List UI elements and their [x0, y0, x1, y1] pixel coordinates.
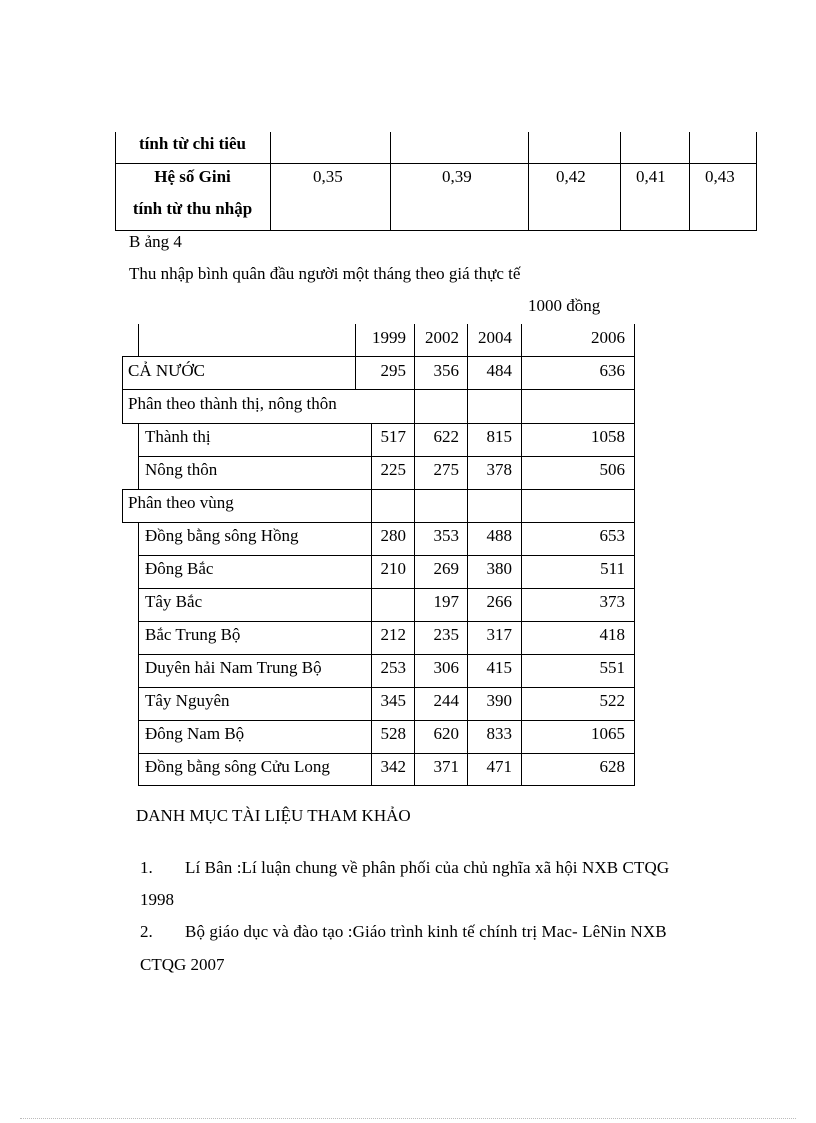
table-label: B ảng 4	[129, 232, 182, 251]
cell-1999: 342	[380, 757, 406, 776]
cell-2006: 628	[599, 757, 625, 776]
gini-row1-label: tính từ chi tiêu	[138, 134, 246, 153]
gini-row2-label-line1: Hệ số Gini	[154, 167, 231, 186]
cell-2002: 244	[433, 691, 459, 710]
year-header-2002: 2002	[425, 328, 459, 347]
cell-2006: 373	[599, 592, 625, 611]
cell-2006: 653	[599, 526, 625, 545]
year-header-2004: 2004	[478, 328, 512, 347]
cell-2006: 511	[600, 559, 625, 578]
row-label: Thành thị	[145, 427, 211, 446]
reference-number: 2.	[140, 922, 153, 941]
row-label: Tây Bắc	[145, 592, 203, 611]
gini-value-3: 0,42	[556, 167, 586, 186]
references-heading: DANH MỤC TÀI LIỆU THAM KHẢO	[136, 806, 411, 825]
gini-value-1: 0,35	[313, 167, 343, 186]
reference-text-line1: Bộ giáo dục và đào tạo :Giáo trình kinh tế chính trị Mac- LêNin NXB	[185, 922, 667, 941]
row-label: Duyên hải Nam Trung Bộ	[145, 658, 322, 677]
row-label: Tây Nguyên	[145, 691, 230, 710]
reference-text-line2: CTQG 2007	[140, 955, 225, 974]
cell-1999: 517	[380, 427, 406, 446]
row-label: Đồng bằng sông Cửu Long	[145, 757, 330, 776]
table-unit: 1000 đồng	[528, 296, 601, 315]
cell-2002: 306	[433, 658, 459, 677]
page-bottom-rule	[20, 1118, 796, 1119]
row-label: Đông Bắc	[145, 559, 214, 578]
year-header-2006: 2006	[591, 328, 625, 347]
cell-1999: 210	[380, 559, 406, 578]
reference-text-line1: Lí Bân :Lí luận chung về phân phối của chủ nghĩa xã hội NXB CTQG	[185, 858, 670, 877]
cell-2002: 353	[433, 526, 459, 545]
cell-2006: 636	[599, 361, 625, 380]
gini-value-4: 0,41	[636, 167, 666, 186]
row-label: Bắc Trung Bộ	[145, 625, 241, 644]
cell-2004: 471	[486, 757, 512, 776]
cell-2006: 551	[599, 658, 625, 677]
cell-2006: 522	[599, 691, 625, 710]
cell-2004: 488	[486, 526, 512, 545]
cell-1999: 345	[380, 691, 406, 710]
section-label: Phân theo vùng	[128, 493, 234, 512]
cell-2006: 1065	[591, 724, 625, 743]
cell-2004: 484	[486, 361, 512, 380]
row-label: CẢ NƯỚC	[128, 361, 205, 380]
cell-1999: 225	[380, 460, 406, 479]
row-label: Đồng bằng sông Hồng	[145, 526, 299, 545]
reference-text-line2: 1998	[140, 890, 174, 909]
cell-2004: 266	[486, 592, 512, 611]
cell-2002: 371	[433, 757, 459, 776]
row-label: Đông Nam Bộ	[145, 724, 245, 743]
cell-2002: 622	[433, 427, 459, 446]
row-label: Nông thôn	[145, 460, 218, 479]
reference-number: 1.	[140, 858, 153, 877]
table-title: Thu nhập bình quân đầu người một tháng theo giá thực tế	[129, 264, 521, 283]
cell-2004: 380	[486, 559, 512, 578]
cell-2004: 815	[486, 427, 512, 446]
year-header-1999: 1999	[372, 328, 406, 347]
cell-2004: 317	[486, 625, 512, 644]
cell-2002: 235	[433, 625, 459, 644]
cell-1999: 280	[380, 526, 406, 545]
gini-value-5: 0,43	[705, 167, 735, 186]
cell-2006: 418	[599, 625, 625, 644]
cell-1999: 253	[380, 658, 406, 677]
cell-2004: 378	[486, 460, 512, 479]
cell-1999: 295	[380, 361, 406, 380]
cell-2006: 506	[599, 460, 625, 479]
gini-value-2: 0,39	[442, 167, 472, 186]
cell-2006: 1058	[591, 427, 625, 446]
cell-2004: 415	[486, 658, 512, 677]
section-label: Phân theo thành thị, nông thôn	[128, 394, 337, 413]
cell-2002: 275	[433, 460, 459, 479]
cell-2004: 833	[486, 724, 512, 743]
cell-2002: 197	[433, 592, 459, 611]
gini-row2-label-line2: tính từ thu nhập	[132, 199, 253, 218]
cell-2002: 620	[433, 724, 459, 743]
cell-2002: 269	[433, 559, 459, 578]
cell-2002: 356	[433, 361, 459, 380]
cell-1999: 528	[380, 724, 406, 743]
cell-1999: 212	[380, 625, 406, 644]
cell-2004: 390	[486, 691, 512, 710]
